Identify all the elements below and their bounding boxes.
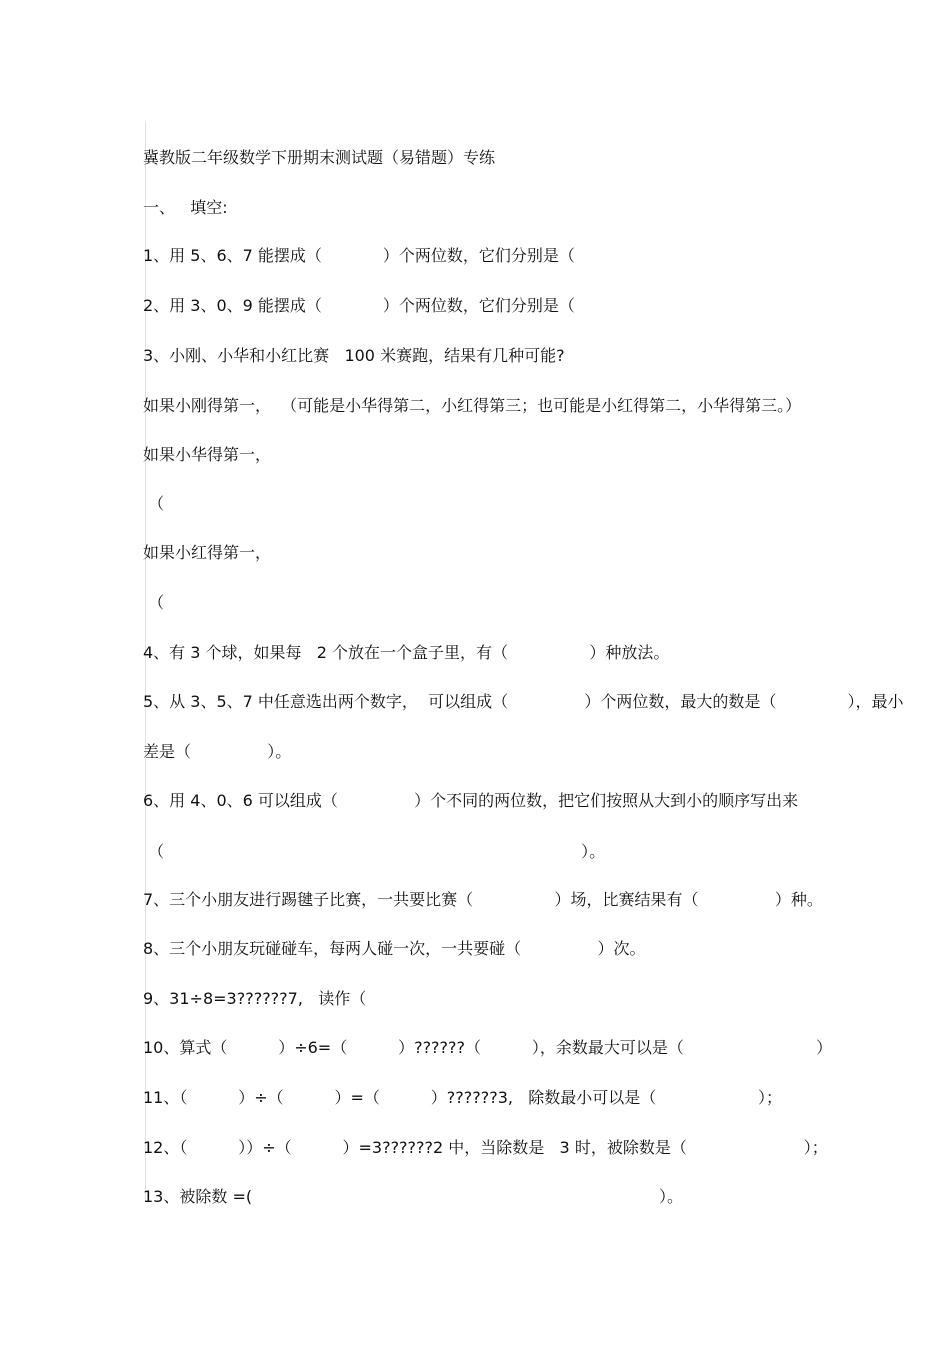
question-line: （ ）。 [143, 842, 606, 861]
question-line: （ [143, 494, 165, 513]
question-line: 如果小红得第一， [143, 543, 272, 562]
question-line: 5、从 3、5、7 中任意选出两个数字， 可以组成（ ）个两位数，最大的数是（ ），最小 [143, 692, 904, 711]
question-line: 差是（ ）。 [143, 742, 292, 761]
question-line: 如果小刚得第一， （可能是小华得第二，小红得第三；也可能是小红得第二，小华得第三。） [143, 396, 802, 415]
question-line: 8、三个小朋友玩碰碰车，每两人碰一次，一共要碰（ ）次。 [143, 939, 646, 958]
question-line: 6、用 4、0、6 可以组成（ ）个不同的两位数，把它们按照从大到小的顺序写出来 [143, 791, 799, 810]
question-line: 10、算式（ ）÷6=（ ）??????（ ），余数最大可以是（ ） [143, 1038, 833, 1057]
question-line: 3、小刚、小华和小红比赛 100 米赛跑，结果有几种可能? [143, 346, 565, 365]
question-line: 13、被除数 =( ）。 [143, 1187, 683, 1206]
question-line: 11、（ ）÷（ ）=（ ）??????3, 除数最小可以是（ ）； [143, 1088, 782, 1107]
question-line: 2、用 3、0、9 能摆成（ ）个两位数，它们分别是（ [143, 296, 575, 315]
document-title: 冀教版二年级数学下册期末测试题（易错题）专练 [143, 148, 496, 167]
question-line: 12、（ ））÷（ ）=3??????2 中，当除数是 3 时，被除数是（ ）； [143, 1138, 828, 1157]
question-line: （ [143, 593, 165, 612]
question-line: 9、31÷8=3??????7, 读作（ [143, 989, 367, 1008]
question-line: 7、三个小朋友进行踢毽子比赛，一共要比赛（ ）场，比赛结果有（ ）种。 [143, 890, 823, 909]
question-line: 1、用 5、6、7 能摆成（ ）个两位数，它们分别是（ [143, 246, 575, 265]
question-line: 如果小华得第一， [143, 445, 272, 464]
question-line: 4、有 3 个球，如果每 2 个放在一个盒子里，有（ ）种放法。 [143, 643, 670, 662]
section-heading: 一、 填空: [143, 198, 228, 217]
